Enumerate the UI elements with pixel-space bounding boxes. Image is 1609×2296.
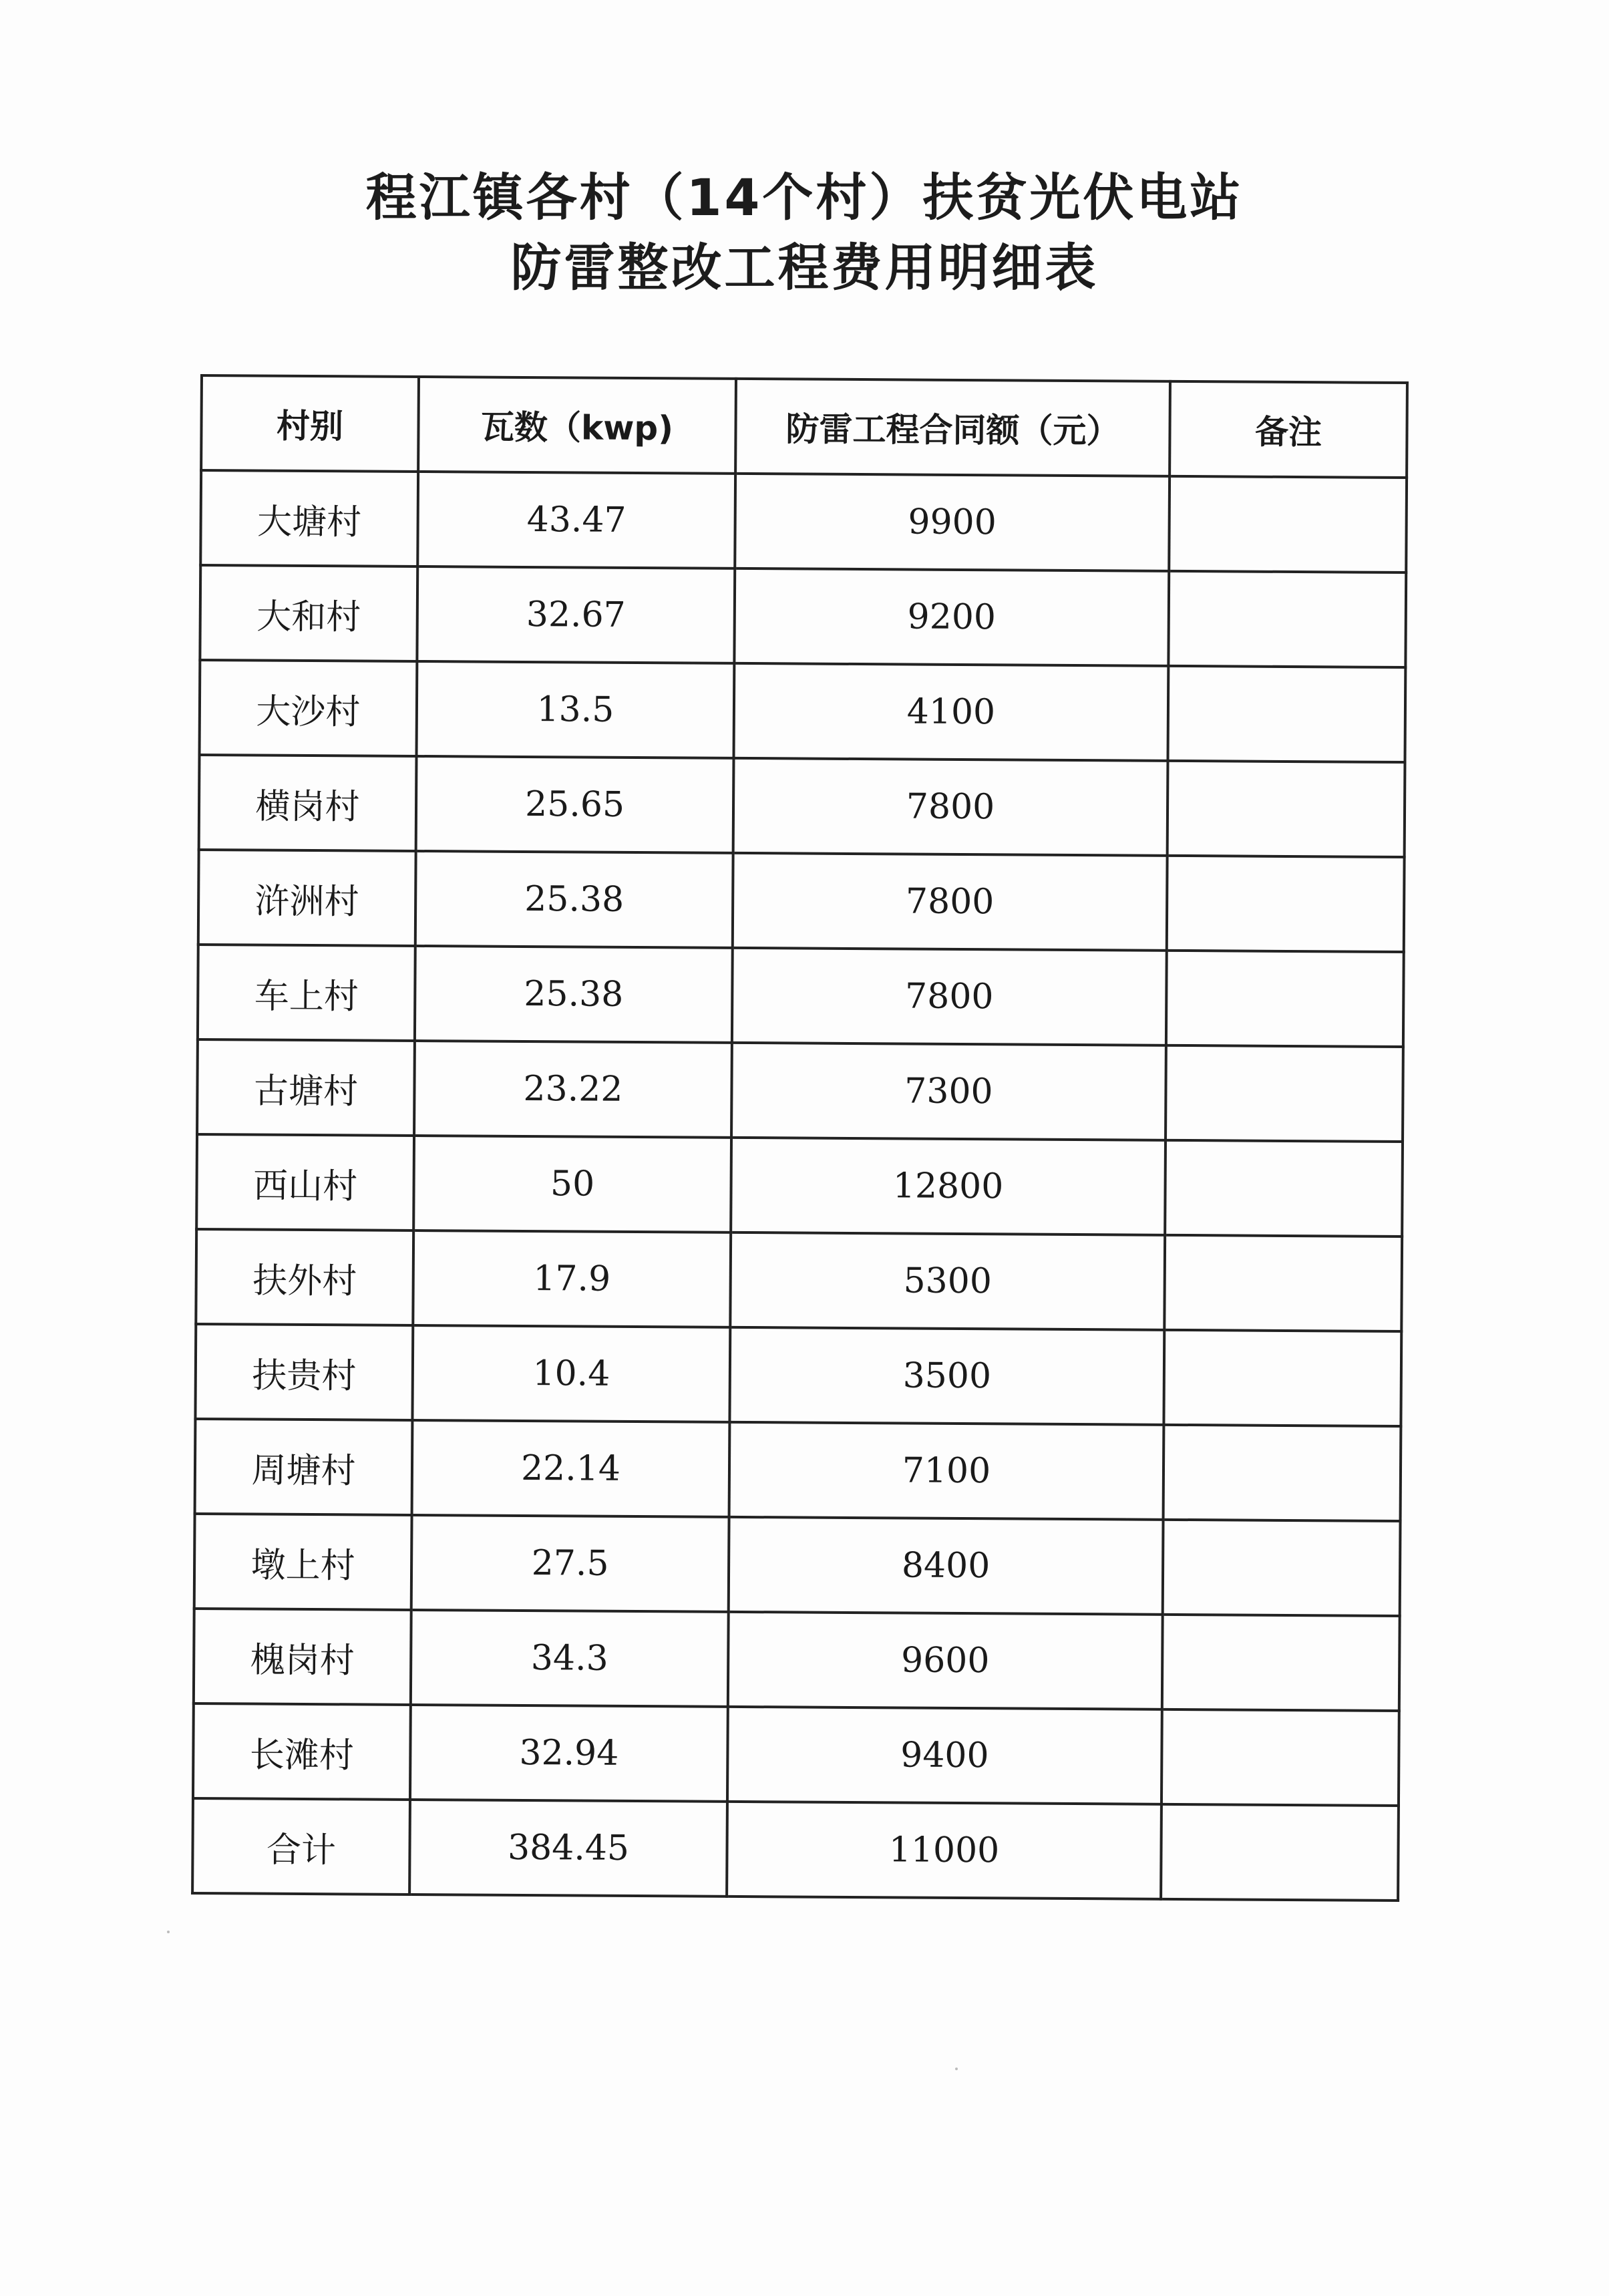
cell-amount: 9600 (728, 1612, 1163, 1709)
cell-total-label: 合计 (192, 1798, 410, 1895)
cell-amount: 7100 (729, 1422, 1164, 1520)
cell-village: 西山村 (196, 1134, 414, 1231)
cell-kwp: 25.38 (415, 851, 733, 948)
cell-note (1164, 1425, 1401, 1521)
cell-village: 槐岗村 (194, 1609, 411, 1705)
cell-amount: 7800 (733, 758, 1168, 856)
header-amount: 防雷工程合同额（元） (735, 379, 1170, 476)
cell-kwp: 32.94 (410, 1705, 728, 1802)
scan-speck (955, 2068, 958, 2070)
cell-village: 扶贵村 (195, 1324, 413, 1420)
cell-note (1165, 1140, 1403, 1237)
table-total-row (192, 1798, 1399, 1901)
cell-amount: 5300 (730, 1233, 1165, 1330)
cell-kwp: 13.5 (417, 661, 735, 758)
cell-note (1168, 761, 1405, 857)
cell-village: 浒洲村 (198, 850, 416, 946)
table-row (200, 660, 1406, 762)
cell-note (1162, 1615, 1400, 1711)
cell-village: 大沙村 (200, 660, 417, 756)
cell-note (1163, 1520, 1401, 1616)
cell-total-kwp: 384.45 (409, 1800, 727, 1897)
table-row (193, 1703, 1399, 1806)
cell-note (1169, 476, 1407, 572)
document-title-line-2: 防雷整改工程费用明细表 (510, 238, 1099, 297)
scan-speck (167, 1931, 170, 1933)
table-header-row (201, 375, 1407, 478)
cell-amount: 8400 (729, 1517, 1164, 1615)
cell-kwp: 10.4 (412, 1325, 730, 1422)
cell-kwp: 43.47 (417, 472, 735, 568)
table-row (194, 1514, 1401, 1616)
cell-village: 扶外村 (196, 1229, 413, 1325)
cell-note (1164, 1330, 1401, 1426)
cell-kwp: 22.14 (412, 1420, 730, 1517)
table-row (196, 1229, 1402, 1331)
cell-kwp: 32.67 (417, 566, 735, 663)
header-village: 村别 (201, 375, 419, 472)
cell-total-amount: 11000 (727, 1802, 1161, 1899)
header-kwp: 瓦数（kwp) (418, 377, 736, 474)
cell-village: 周塘村 (195, 1419, 413, 1515)
cell-kwp: 23.22 (414, 1041, 732, 1138)
cell-note (1168, 666, 1405, 762)
cell-village: 长滩村 (193, 1703, 411, 1800)
cell-total-note (1161, 1804, 1399, 1901)
cell-kwp: 50 (413, 1136, 731, 1233)
table-row (198, 850, 1405, 952)
cell-village: 古塘村 (197, 1039, 415, 1136)
table-row (194, 1609, 1400, 1711)
cell-amount: 7800 (733, 853, 1168, 951)
cell-note (1164, 1235, 1402, 1331)
cell-amount: 7300 (731, 1043, 1166, 1140)
table-row (196, 1134, 1403, 1237)
cell-amount: 3500 (729, 1327, 1164, 1425)
cell-amount: 12800 (731, 1138, 1166, 1235)
cell-village: 横岗村 (199, 755, 417, 851)
cost-detail-table (191, 374, 1409, 1902)
table-row (199, 755, 1405, 857)
table-row (200, 565, 1406, 667)
cost-table-container (191, 374, 1406, 1902)
cell-kwp: 25.65 (416, 756, 734, 853)
cell-amount: 9200 (734, 568, 1169, 666)
cell-note (1167, 856, 1405, 952)
cell-kwp: 27.5 (411, 1515, 729, 1612)
cell-note (1161, 1709, 1399, 1806)
cell-village: 墩上村 (194, 1514, 412, 1610)
table-row (197, 1039, 1403, 1142)
cell-kwp: 34.3 (411, 1610, 729, 1707)
document-title-line-1: 程江镇各村（14个村）扶贫光伏电站 (365, 168, 1244, 227)
cell-kwp: 17.9 (413, 1231, 731, 1327)
table-row (200, 470, 1407, 572)
cell-village: 车上村 (198, 945, 415, 1041)
cell-note (1168, 571, 1406, 667)
header-note: 备注 (1170, 381, 1407, 478)
table-row (195, 1419, 1401, 1521)
cell-village: 大塘村 (200, 470, 418, 566)
cell-village: 大和村 (200, 565, 417, 661)
cell-amount: 9900 (735, 474, 1170, 571)
cell-kwp: 25.38 (415, 946, 733, 1043)
table-row (198, 945, 1404, 1047)
cell-note (1166, 951, 1404, 1047)
cell-amount: 4100 (734, 663, 1169, 761)
table-row (195, 1324, 1401, 1426)
cell-amount: 9400 (727, 1707, 1162, 1804)
cell-note (1166, 1045, 1403, 1142)
cell-amount: 7800 (732, 948, 1167, 1045)
